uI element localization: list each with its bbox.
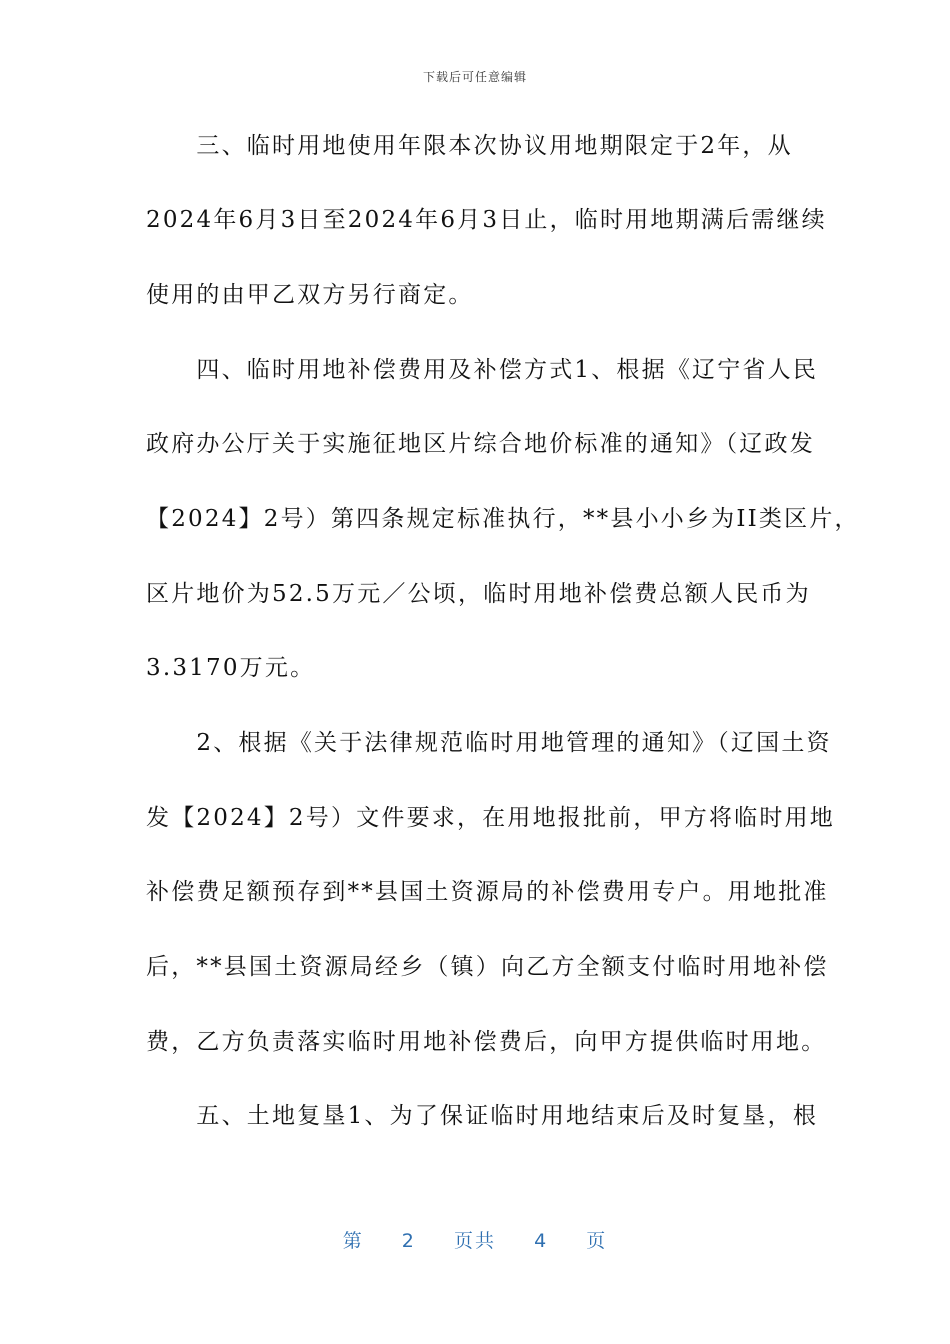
text-line: 区片地价为52.5万元／公顷，临时用地补偿费总额人民币为 — [146, 581, 811, 607]
text-line: 发【2024】2号）文件要求，在用地报批前，甲方将临时用地 — [146, 805, 835, 831]
text-line: 【2024】2号）第四条规定标准执行，**县小小乡为II类区片， — [146, 506, 860, 532]
text-line: 三、临时用地使用年限本次协议用地期限定于2年，从 — [146, 133, 793, 159]
text-line: 2024年6月3日至2024年6月3日止，临时用地期满后需继续 — [146, 207, 827, 233]
text-line: 五、土地复垦1、为了保证临时用地结束后及时复垦，根 — [146, 1103, 819, 1129]
text-line: 四、临时用地补偿费用及补偿方式1、根据《辽宁省人民 — [146, 357, 819, 383]
current-page-number: 2 — [401, 1230, 416, 1252]
text-line: 后，**县国土资源局经乡（镇）向乙方全额支付临时用地补偿 — [146, 954, 829, 980]
header-note: 下载后可任意编辑 — [422, 70, 527, 84]
text-line: 费，乙方负责落实临时用地补偿费后，向甲方提供临时用地。 — [146, 1029, 827, 1055]
page-prefix: 第 — [342, 1230, 364, 1252]
total-pages-number: 4 — [534, 1230, 549, 1252]
text-line: 政府办公厅关于实施征地区片综合地价标准的通知》（辽政发 — [146, 431, 815, 457]
text-line: 补偿费足额预存到**县国土资源局的补偿费用专户。用地批准 — [146, 879, 829, 905]
page-suffix: 页 — [586, 1230, 608, 1252]
page-middle-text: 页共 — [453, 1230, 496, 1252]
page-number-footer — [0, 1226, 950, 1253]
text-line: 使用的由甲乙双方另行商定。 — [146, 282, 474, 308]
text-line: 2、根据《关于法律规范临时用地管理的通知》（辽国土资 — [146, 730, 832, 756]
text-line: 3.3170万元。 — [146, 655, 316, 681]
